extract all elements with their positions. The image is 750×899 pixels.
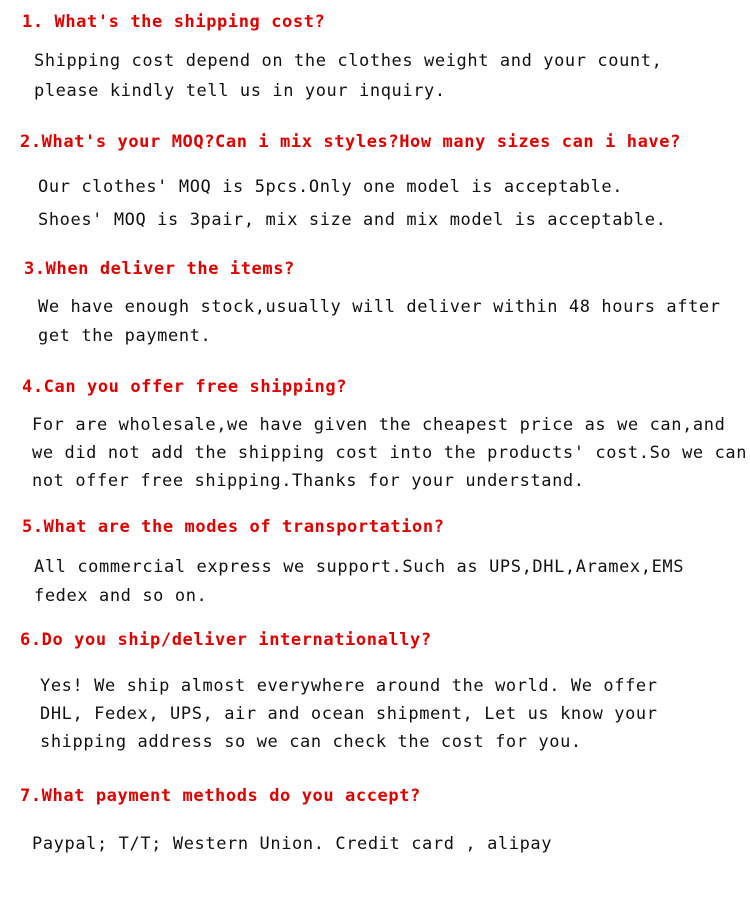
faq-answer-6 — [40, 672, 658, 756]
faq-answer-4-line-3: not offer free shipping.Thanks for your understand. — [32, 471, 585, 491]
faq-answer-5 — [34, 553, 684, 611]
faq-answer-1-line-1: Shipping cost depend on the clothes weight and your count, — [34, 51, 663, 71]
faq-question-7: 7.What payment methods do you accept? — [20, 786, 421, 806]
faq-answer-3 — [38, 293, 721, 351]
faq-answer-4-line-2: we did not add the shipping cost into the products' cost.So we can — [32, 443, 748, 463]
faq-question-2: 2.What's your MOQ?Can i mix styles?How many sizes can i have? — [20, 132, 681, 152]
faq-answer-7-line-1: Paypal; T/T; Western Union. Credit card , alipay — [32, 834, 553, 854]
faq-question-4: 4.Can you offer free shipping? — [22, 377, 348, 397]
faq-answer-3-line-2: get the payment. — [38, 326, 212, 346]
faq-answer-1-line-2: please kindly tell us in your inquiry. — [34, 81, 446, 101]
faq-answer-1 — [34, 46, 662, 106]
faq-question-5: 5.What are the modes of transportation? — [22, 517, 445, 537]
faq-question-6: 6.Do you ship/deliver internationally? — [20, 630, 432, 650]
faq-answer-3-line-1: We have enough stock,usually will deliver within 48 hours after — [38, 297, 721, 317]
faq-answer-2-line-2: Shoes' MOQ is 3pair, mix size and mix model is acceptable. — [38, 210, 667, 230]
faq-answer-4-line-1: For are wholesale,we have given the cheapest price as we can,and — [32, 415, 726, 435]
faq-answer-4 — [32, 411, 747, 495]
faq-answer-2-line-1: Our clothes' MOQ is 5pcs.Only one model is acceptable. — [38, 177, 624, 197]
faq-answer-7 — [32, 829, 552, 859]
faq-answer-5-line-2: fedex and so on. — [34, 586, 208, 606]
faq-answer-6-line-2: DHL, Fedex, UPS, air and ocean shipment, Let us know your — [40, 704, 658, 724]
faq-question-3: 3.When deliver the items? — [24, 259, 295, 279]
faq-answer-5-line-1: All commercial express we support.Such as UPS,DHL,Aramex,EMS — [34, 557, 685, 577]
faq-answer-6-line-3: shipping address so we can check the cost for you. — [40, 732, 582, 752]
faq-answer-2 — [38, 171, 666, 237]
faq-question-1: 1. What's the shipping cost? — [22, 12, 326, 32]
faq-answer-6-line-1: Yes! We ship almost everywhere around the world. We offer — [40, 676, 658, 696]
